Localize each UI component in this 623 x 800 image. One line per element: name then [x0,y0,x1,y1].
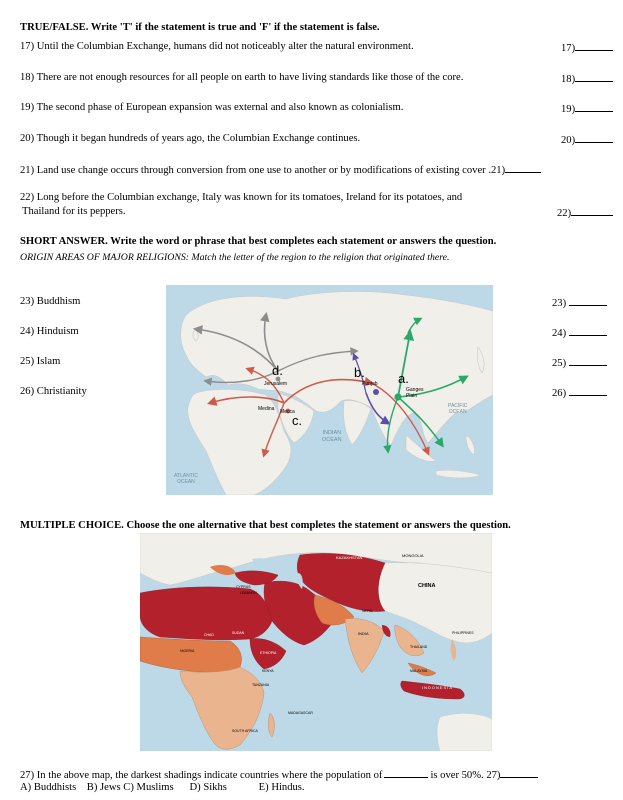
q20-number: 20) [561,133,613,146]
sa-subheading: ORIGIN AREAS OF MAJOR RELIGIONS: Match the letter of the region to the religion that originated there. [20,252,450,263]
q19-text: 19) The second phase of European expansion was external and also known as colonialism. [20,102,404,113]
q20-text: 20) Though it began hundreds of years ago, the Columbian Exchange continues. [20,133,361,144]
q24-answer-blank[interactable] [569,326,607,336]
muslim-population-map [140,533,492,751]
nigeria-label: NIGERIA [180,649,195,653]
medina-label: Medina [258,406,275,412]
q22-answer-blank[interactable] [571,206,613,216]
q20-answer-blank[interactable] [575,133,613,143]
madagascar-label: MADAGASCAR [288,711,313,715]
religion-origin-map [166,285,493,495]
sa-heading: SHORT ANSWER. Write the word or phrase that best completes each statement or answers the question. [20,236,497,247]
jerusalem-label: Jerusalem [264,381,288,387]
q22-number: 22) [557,206,613,219]
q23-label: 23) Buddhism [20,296,81,307]
tf-heading: TRUE/FALSE. Write 'T' if the statement is true and 'F' if the statement is false. [20,22,380,33]
punjab-origin-dot [373,389,379,395]
pacific-ocean-label: PACIFIC OCEAN [448,403,468,415]
cyprus-label: CYPRUS [236,585,251,589]
indian-ocean-label: INDIAN OCEAN [322,430,342,443]
kenya-label: KENYA [262,669,274,673]
map-letter-b: b. [354,365,365,380]
q17-answer-blank[interactable] [575,41,613,51]
q19-number: 19) [561,102,613,115]
ganges-origin-dot [394,393,401,400]
chad-label: CHAD [204,633,214,637]
q27-inline-blank[interactable] [384,768,428,778]
q18-number: 18) [561,72,613,85]
q23-number: 23) [552,296,607,309]
q19-answer-blank[interactable] [575,102,613,112]
map-letter-d: d. [272,363,283,378]
india-label: INDIA [358,631,369,636]
q25-answer-blank[interactable] [569,356,607,366]
lebanon-label: LEBANON [240,591,257,595]
thailand-label: THAILAND [410,645,428,649]
q27-stem: 27) In the above map, the darkest shadings indicate countries where the population of is over 50%. 27) [20,768,538,781]
q21-answer-blank[interactable] [505,163,541,173]
q27-options: A) Buddhists B) Jews C) Muslims D) Sikhs E) Hindus. [20,782,305,793]
q26-number: 26) [552,386,607,399]
ganges-plain-label: Ganges Plain [406,387,424,399]
mongolia-label: MONGOLIA [402,553,424,558]
q24-number: 24) [552,326,607,339]
ethiopia-label: ETHIOPIA [260,651,277,655]
kazakhstan-label: KAZAKHSTAN [336,555,363,560]
q17-text: 17) Until the Columbian Exchange, humans did not noticeably alter the natural environment. [20,41,414,52]
philippines-label: PHILIPPINES [452,631,474,635]
q18-answer-blank[interactable] [575,72,613,82]
sudan-label: SUDAN [232,631,245,635]
q26-answer-blank[interactable] [569,386,607,396]
nepal-label: NEPAL [362,609,374,613]
q21-text: 21) Land use change occurs through conversion from one use to another or by modifications of existing cover .21) [20,163,541,176]
religion-origin-map-graphic [166,285,493,495]
q25-number: 25) [552,356,607,369]
map-letter-a: a. [398,371,409,386]
q17-number: 17) [561,41,613,54]
muslim-population-map-graphic [140,533,492,751]
q24-label: 24) Hinduism [20,326,79,337]
atlantic-ocean-label: ATLANTIC OCEAN [174,473,198,485]
malaysia-label: MALAYSIA [410,669,428,673]
q26-label: 26) Christianity [20,386,87,397]
china-label: CHINA [418,583,436,589]
map-letter-c: c. [292,413,303,428]
q18-text: 18) There are not enough resources for all people on earth to have living standards like those of the core. [20,72,464,83]
q23-answer-blank[interactable] [569,296,607,306]
indonesia-label: INDONESIA [422,685,454,690]
south-africa-label: SOUTH AFRICA [232,729,258,733]
punjab-label: Punjab [362,381,378,387]
q25-label: 25) Islam [20,356,61,367]
mc-heading: MULTIPLE CHOICE. Choose the one alternative that best completes the statement or answers the question. [20,520,511,531]
mecca-label: Mecca [280,409,295,415]
tanzania-label: TANZANIA [252,683,270,687]
q27-answer-blank[interactable] [500,768,538,778]
q22-text-line1: 22) Long before the Columbian exchange, Italy was known for its tomatoes, Ireland for its potatoes, and [20,192,463,203]
q22-text-line2: Thailand for its peppers. [22,206,126,217]
